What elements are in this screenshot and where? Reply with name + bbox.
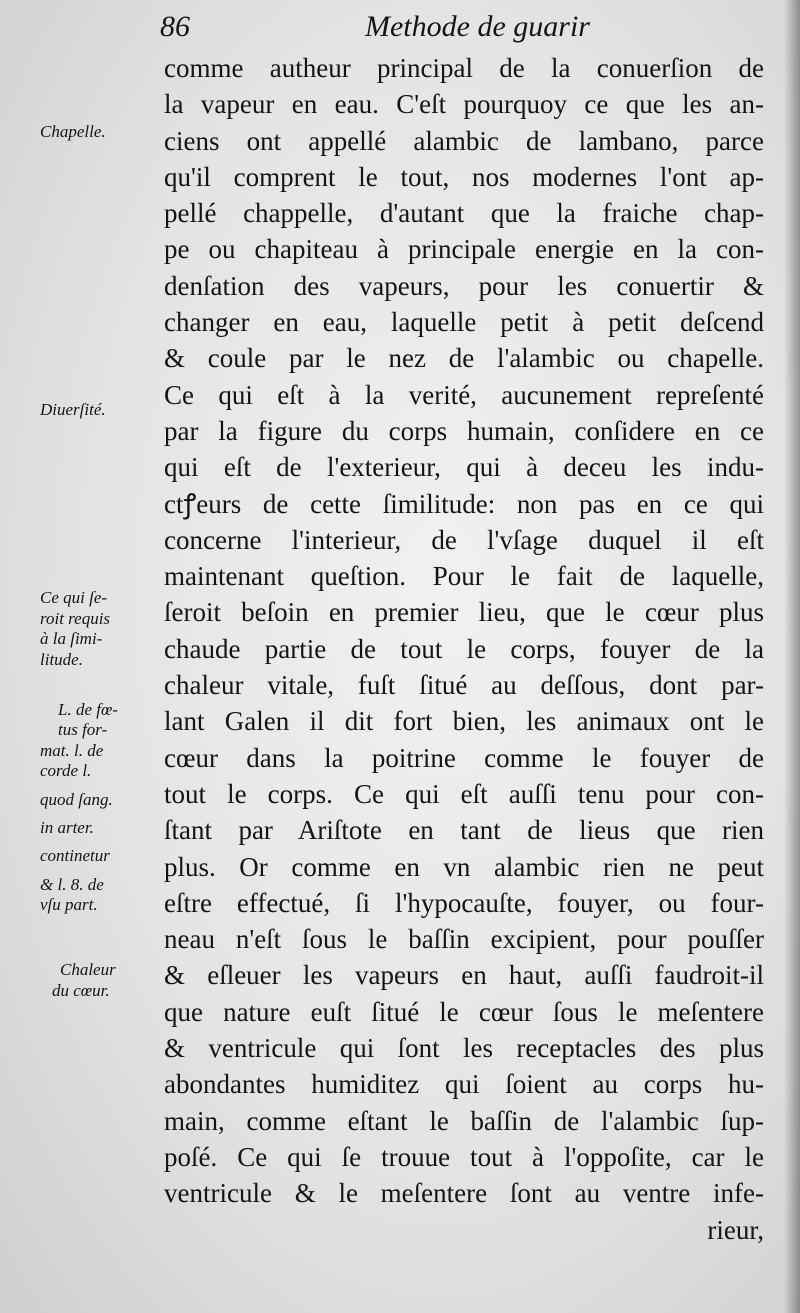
running-title: Methode de guarir bbox=[365, 10, 590, 43]
marginal-note-line: à la ſimi- bbox=[40, 629, 103, 648]
marginal-note-chapelle bbox=[40, 122, 158, 143]
text-line: ſtant par Ariſtote en tant de lieus que rien bbox=[164, 815, 764, 846]
text-line: ctꝭeurs de cette ſimilitude: non pas en ce qui bbox=[164, 488, 764, 519]
text-line: lant Galen il dit fort bien, les animaux ont le bbox=[164, 706, 764, 737]
text-line: plus. Or comme en vn alambic rien ne peut bbox=[164, 851, 764, 882]
text-line: neau n'eſt ſous le baſſin excipient, pour pouſſer bbox=[164, 924, 764, 955]
marginal-note-line: mat. l. de bbox=[40, 740, 104, 760]
text-line: ventricule & le meſentere ſont au ventre infe- bbox=[164, 1178, 764, 1209]
text-line: la vapeur en eau. C'eſt pourquoy ce que les an- bbox=[164, 89, 764, 120]
marginal-note-chaleur bbox=[40, 960, 158, 1001]
text-line: & eſleuer les vapeurs en haut, auſſi faudroit-il bbox=[164, 960, 764, 991]
text-line-catchword: rieur, bbox=[707, 1214, 764, 1245]
text-line: main, comme eſtant le baſſin de l'alambic ſup- bbox=[164, 1105, 764, 1136]
text-line: par la figure du corps humain, conſidere en ce bbox=[164, 415, 764, 446]
marginal-note-line: roit requis bbox=[40, 608, 111, 628]
marginal-note-line: Ce qui ſe- bbox=[40, 588, 108, 607]
text-line: & ventricule qui ſont les receptacles des plus bbox=[164, 1033, 764, 1064]
text-line: ſeroit beſoin en premier lieu, que le cœur plus bbox=[164, 597, 764, 628]
text-line: concerne l'interieur, de l'vſage duquel il eſt bbox=[164, 524, 764, 555]
text-line: que nature euſt ſitué le cœur ſous le meſentere bbox=[164, 996, 764, 1027]
marginal-note-line: in arter. bbox=[40, 818, 94, 838]
marginal-note-line: & l. 8. de bbox=[40, 874, 104, 894]
marginal-note-line: vſu part. bbox=[40, 895, 98, 915]
marginal-note-line: quod ſang. bbox=[40, 789, 113, 809]
marginal-note-line: du cœur. bbox=[52, 980, 110, 1000]
marginal-note-diversite bbox=[40, 400, 158, 421]
page-number: 86 bbox=[160, 10, 190, 43]
text-line: cœur dans la poitrine comme le fouyer de bbox=[164, 742, 764, 773]
text-line: maintenant queſtion. Pour le fait de laquelle, bbox=[164, 561, 764, 592]
text-line: ciens ont appellé alambic de lambano, parce bbox=[164, 125, 764, 156]
text-line: qu'il comprent le tout, nos modernes l'ont ap- bbox=[164, 161, 764, 192]
marginal-note-line: L. de fœ- bbox=[58, 700, 118, 719]
text-line: poſé. Ce qui ſe trouue tout à l'oppoſite, car le bbox=[164, 1141, 764, 1172]
text-line: comme autheur principal de la conuerſion de bbox=[164, 53, 764, 83]
marginal-note-line: Chaleur bbox=[60, 960, 116, 979]
text-line: denſation des vapeurs, pour les conuertir & bbox=[164, 270, 764, 301]
body-text bbox=[164, 50, 764, 1248]
text-line: chaude partie de tout le corps, fouyer de la bbox=[164, 633, 764, 664]
marginal-note-line: Diuerſité. bbox=[40, 400, 106, 419]
page-header bbox=[160, 8, 780, 48]
marginal-note-line: Chapelle. bbox=[40, 122, 106, 141]
text-line: pe ou chapiteau à principale energie en la con- bbox=[164, 234, 764, 265]
text-line: changer en eau, laquelle petit à petit deſcend bbox=[164, 307, 764, 338]
text-line: eſtre effectué, ſi l'hypocauſte, fouyer, ou four- bbox=[164, 887, 764, 918]
text-line: pellé chappelle, d'autant que la fraiche chap- bbox=[164, 198, 764, 229]
marginal-note-similitude bbox=[40, 588, 158, 670]
text-line: & coule par le nez de l'alambic ou chapelle. bbox=[164, 343, 764, 374]
marginal-note-line: continetur bbox=[40, 846, 110, 866]
text-line: qui eſt de l'exterieur, qui à deceu les indu- bbox=[164, 452, 764, 483]
text-line: tout le corps. Ce qui eſt auſſi tenu pour con- bbox=[164, 778, 764, 809]
marginal-note-line: tus for- bbox=[58, 720, 108, 740]
text-line: abondantes humiditez qui ſoient au corps hu- bbox=[164, 1069, 764, 1100]
text-line: Ce qui eſt à la verité, aucunement repreſenté bbox=[164, 379, 764, 410]
marginal-note-line: corde l. bbox=[40, 761, 92, 781]
marginal-note-line: litude. bbox=[40, 649, 83, 669]
page-edge-shadow bbox=[784, 0, 800, 1313]
marginal-note-source bbox=[40, 700, 158, 916]
text-line: chaleur vitale, fuſt ſitué au deſſous, dont par- bbox=[164, 670, 764, 701]
